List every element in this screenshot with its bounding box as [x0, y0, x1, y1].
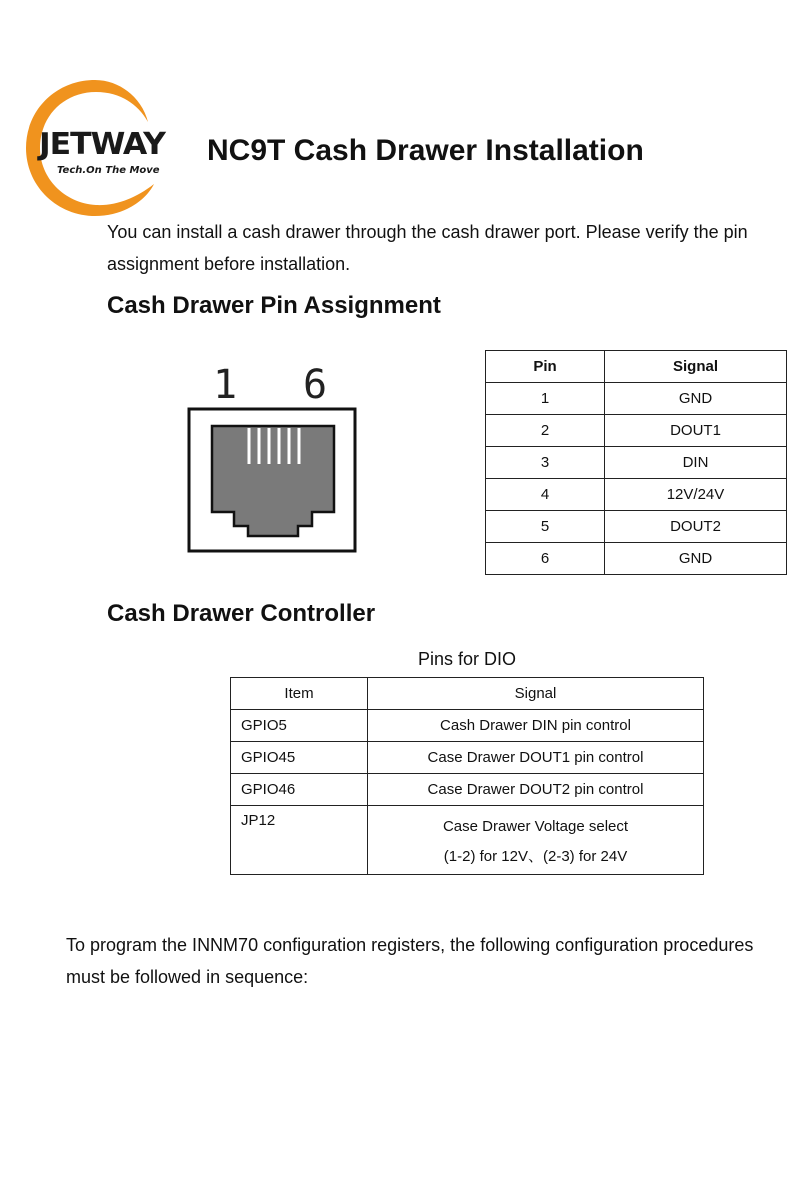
table-row — [231, 710, 704, 742]
pin-assignment-table — [485, 350, 787, 575]
dio-table-caption: Pins for DIO — [417, 649, 517, 669]
pin-cell: 2 — [486, 415, 605, 447]
signal-cell: 12V/24V — [605, 479, 787, 511]
signal-cell: DIN — [605, 447, 787, 479]
page-title: NC9T Cash Drawer Installation — [207, 134, 644, 167]
rj-connector-diagram — [187, 362, 357, 554]
signal-cell: GND — [605, 543, 787, 575]
voltage-select-line1: Case Drawer Voltage select — [442, 818, 629, 835]
connector-pin-6-label: 6 — [302, 362, 328, 408]
signal-column-header: Signal — [605, 351, 787, 383]
signal-cell: Case Drawer DOUT1 pin control — [368, 742, 704, 774]
table-row — [486, 415, 787, 447]
signal-cell: DOUT2 — [605, 511, 787, 543]
table-row — [231, 806, 704, 875]
table-row — [486, 511, 787, 543]
table-row — [486, 543, 787, 575]
signal-cell: GND — [605, 383, 787, 415]
jetway-logo — [20, 72, 170, 222]
pin-cell: 5 — [486, 511, 605, 543]
item-cell: GPIO5 — [231, 710, 368, 742]
pin-cell: 1 — [486, 383, 605, 415]
table-row — [486, 447, 787, 479]
voltage-select-cell — [368, 806, 704, 875]
pin-cell: 3 — [486, 447, 605, 479]
signal-cell: Cash Drawer DIN pin control — [368, 710, 704, 742]
connector-pin-1-label: 1 — [212, 362, 238, 408]
table-row — [231, 774, 704, 806]
signal-cell: DOUT1 — [605, 415, 787, 447]
logo-brand-text: JETWAY — [39, 127, 165, 162]
pin-assignment-heading: Cash Drawer Pin Assignment — [107, 292, 441, 319]
intro-paragraph: You can install a cash drawer through the cash drawer port. Please verify the pin assignment before installation. — [107, 222, 748, 274]
item-cell: GPIO46 — [231, 774, 368, 806]
voltage-select-line2: (1-2) for 12V、(2-3) for 24V — [443, 848, 628, 865]
outro-paragraph: To program the INNM70 configuration registers, the following configuration procedures must be followed in sequence: — [66, 935, 754, 987]
table-header-row — [486, 351, 787, 383]
pin-cell: 4 — [486, 479, 605, 511]
item-cell: JP12 — [231, 806, 368, 875]
item-cell: GPIO45 — [231, 742, 368, 774]
logo-tagline: Tech.On The Move — [57, 165, 160, 176]
table-row — [486, 479, 787, 511]
pin-cell: 6 — [486, 543, 605, 575]
dio-pins-table — [230, 677, 704, 875]
table-row — [231, 742, 704, 774]
pin-column-header: Pin — [486, 351, 605, 383]
controller-heading: Cash Drawer Controller — [107, 600, 376, 627]
signal-column-header: Signal — [368, 678, 704, 710]
table-header-row — [231, 678, 704, 710]
signal-cell: Case Drawer DOUT2 pin control — [368, 774, 704, 806]
item-column-header: Item — [231, 678, 368, 710]
table-row — [486, 383, 787, 415]
